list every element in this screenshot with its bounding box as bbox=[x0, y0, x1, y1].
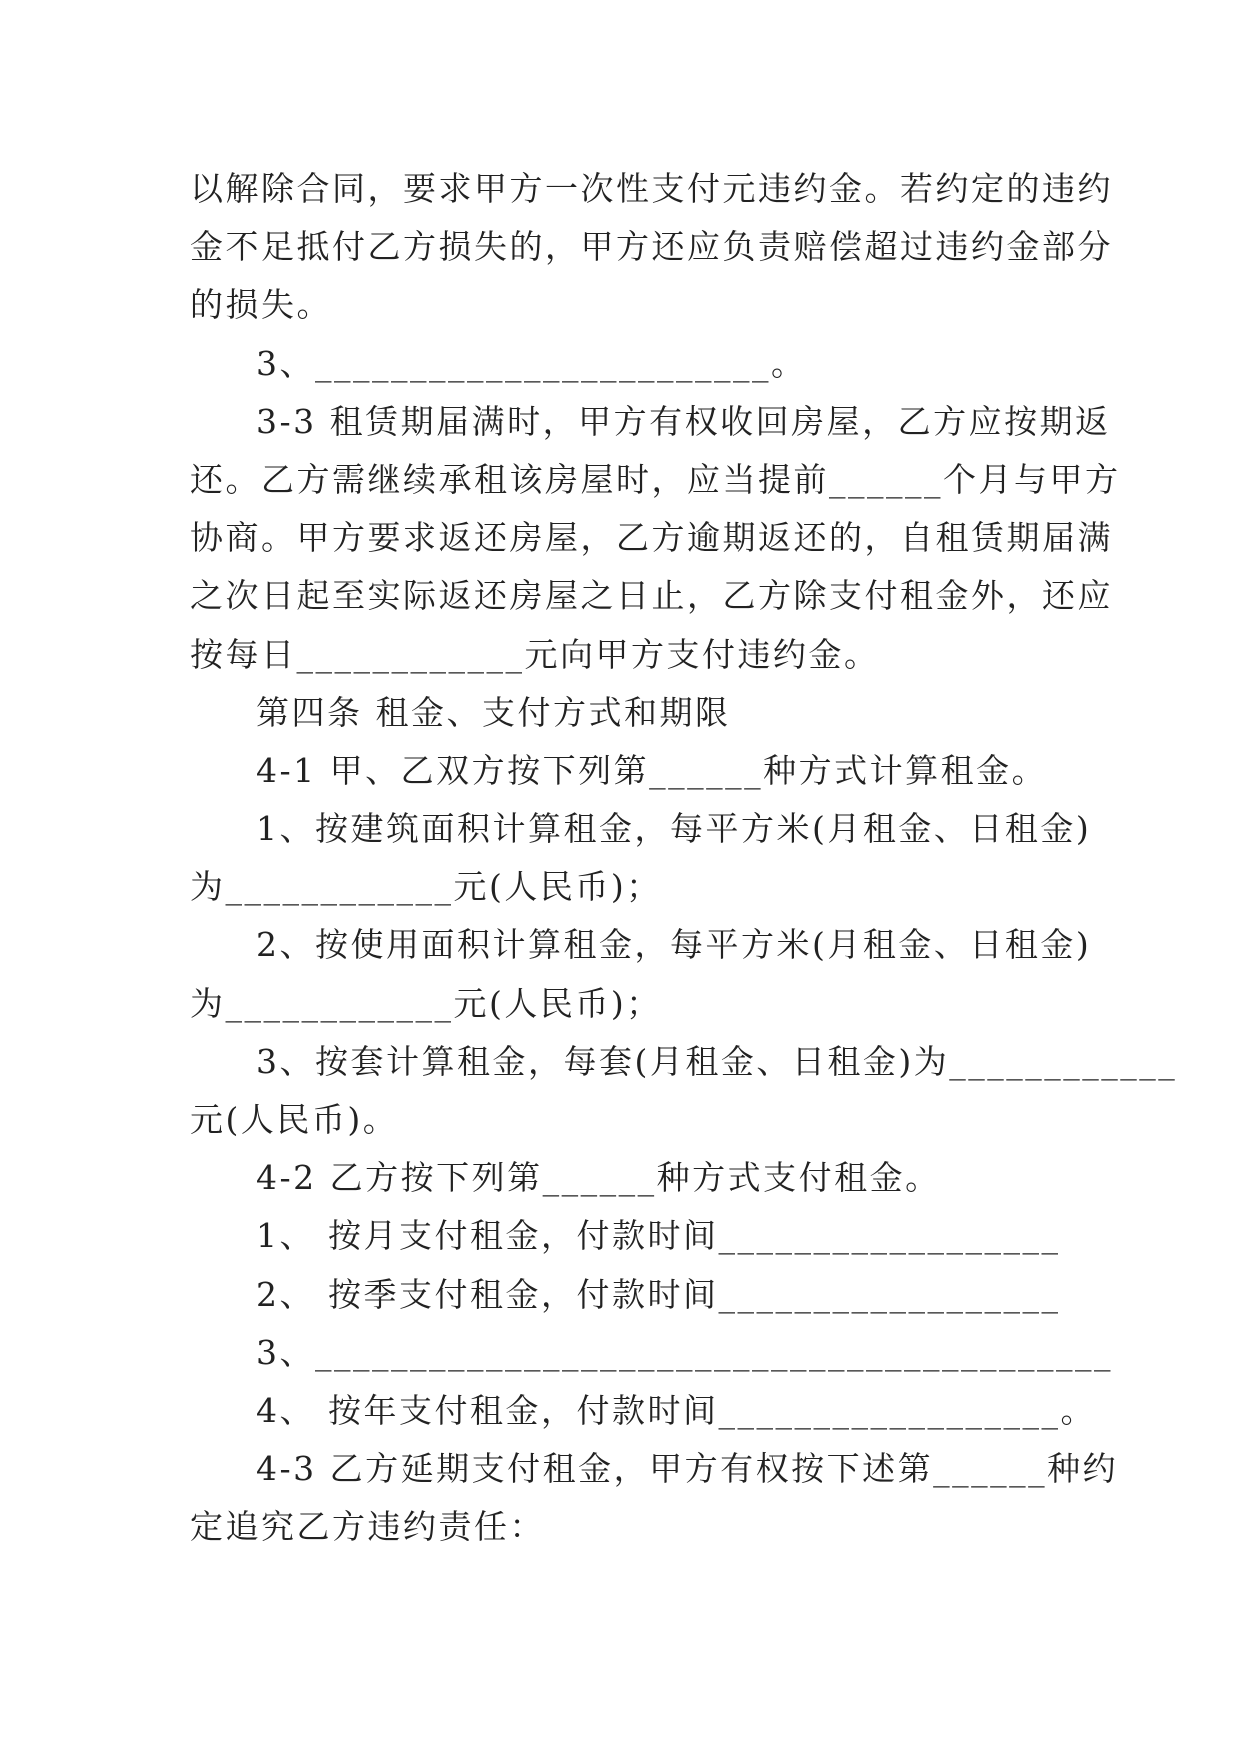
paragraph-line: 1、按建筑面积计算租金，每平方米(月租金、日租金) bbox=[256, 809, 1092, 849]
paragraph-line: 按每日____________元向甲方支付违约金。 bbox=[190, 634, 880, 674]
paragraph-line: 还。乙方需继续承租该房屋时，应当提前______个月与甲方 bbox=[190, 459, 1121, 499]
paragraph-line: 2、 按季支付租金，付款时间__________________ bbox=[256, 1274, 1061, 1314]
paragraph-line: 4-1 甲、乙双方按下列第______种方式计算租金。 bbox=[256, 750, 1048, 790]
section-heading: 第四条 租金、支付方式和期限 bbox=[256, 692, 731, 732]
paragraph-line: 4、 按年支付租金，付款时间__________________。 bbox=[256, 1390, 1096, 1430]
paragraph-line: 以解除合同，要求甲方一次性支付元违约金。若约定的违约 bbox=[190, 169, 1113, 208]
paragraph-line: 2、按使用面积计算租金，每平方米(月租金、日租金) bbox=[256, 925, 1092, 965]
paragraph-line: 之次日起至实际返还房屋之日止，乙方除支付租金外，还应 bbox=[190, 576, 1113, 616]
paragraph-line: 3-3 租赁期届满时，甲方有权收回房屋，乙方应按期返 bbox=[256, 401, 1111, 441]
paragraph-line: 4-2 乙方按下列第______种方式支付租金。 bbox=[256, 1158, 941, 1198]
paragraph-line: 金不足抵付乙方损失的，甲方还应负责赔偿超过违约金部分 bbox=[190, 227, 1113, 267]
paragraph-line: 的损失。 bbox=[190, 285, 332, 325]
paragraph-line: 协商。甲方要求返还房屋，乙方逾期返还的，自租赁期届满 bbox=[190, 518, 1113, 558]
paragraph-line: 定追究乙方违约责任： bbox=[190, 1507, 545, 1547]
paragraph-line: 4-3 乙方延期支付租金，甲方有权按下述第______种约 bbox=[256, 1449, 1119, 1489]
paragraph-line: 为____________元(人民币)； bbox=[190, 983, 662, 1023]
paragraph-line: 为____________元(人民币)； bbox=[190, 867, 662, 907]
paragraph-line: 元(人民币)。 bbox=[190, 1100, 399, 1139]
paragraph-line: 3、按套计算租金，每套(月租金、日租金)为____________ bbox=[256, 1041, 1178, 1081]
paragraph-line: 3、__________________________________________ bbox=[256, 1332, 1113, 1372]
paragraph-line: 1、 按月支付租金，付款时间__________________ bbox=[256, 1216, 1061, 1256]
paragraph-line: 3、________________________。 bbox=[256, 343, 807, 383]
document-body bbox=[190, 160, 1178, 1557]
